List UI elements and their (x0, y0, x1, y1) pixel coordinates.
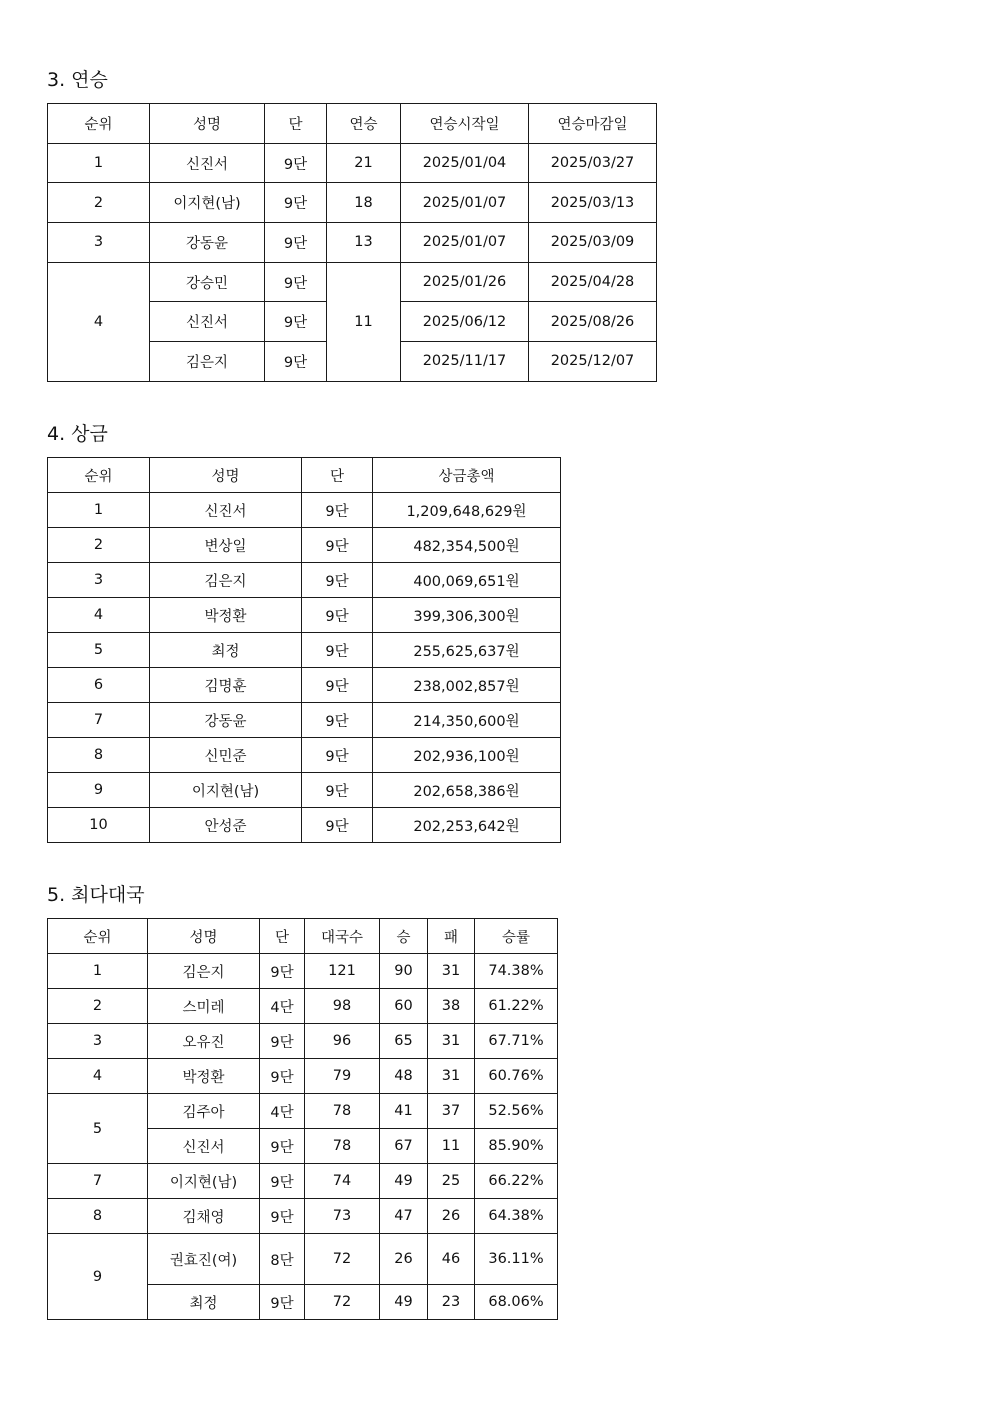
dan-cell: 9단 (302, 563, 373, 598)
dan-cell: 9단 (302, 633, 373, 668)
streak-section-title: 3. 연승 (47, 69, 108, 91)
streak-cell: 18 (327, 183, 401, 223)
dan-cell: 9단 (265, 262, 327, 302)
name-cell: 최정 (150, 633, 302, 668)
header-rank: 순위 (48, 919, 148, 954)
amount-cell: 202,936,100원 (373, 738, 561, 773)
name-cell: 김명훈 (150, 668, 302, 703)
games-table (47, 918, 558, 1320)
dan-cell: 8단 (260, 1234, 305, 1285)
name-cell: 김채영 (148, 1199, 260, 1234)
dan-cell: 4단 (260, 989, 305, 1024)
header-rank: 순위 (48, 458, 150, 493)
table-row (48, 738, 561, 773)
name-cell: 강승민 (150, 262, 265, 302)
dan-cell: 9단 (260, 1059, 305, 1094)
games-cell: 72 (305, 1234, 380, 1285)
header-dan: 단 (302, 458, 373, 493)
table-row (48, 528, 561, 563)
rank-cell: 3 (48, 563, 150, 598)
wins-cell: 47 (380, 1199, 428, 1234)
name-cell: 최정 (148, 1285, 260, 1320)
wins-cell: 49 (380, 1164, 428, 1199)
header-rank: 순위 (48, 104, 150, 144)
header-prize-total: 상금총액 (373, 458, 561, 493)
streak-cell: 21 (327, 143, 401, 183)
dan-cell: 9단 (302, 668, 373, 703)
losses-cell: 11 (428, 1129, 475, 1164)
header-wins: 승 (380, 919, 428, 954)
games-cell: 79 (305, 1059, 380, 1094)
amount-cell: 214,350,600원 (373, 703, 561, 738)
rank-cell: 8 (48, 1199, 148, 1234)
start-date-cell: 2025/01/04 (401, 143, 529, 183)
dan-cell: 9단 (302, 493, 373, 528)
rank-cell: 10 (48, 808, 150, 843)
table-row (48, 493, 561, 528)
losses-cell: 26 (428, 1199, 475, 1234)
start-date-cell: 2025/06/12 (401, 302, 529, 342)
name-cell: 신진서 (150, 143, 265, 183)
table-row (48, 703, 561, 738)
rank-cell: 4 (48, 262, 150, 381)
amount-cell: 202,253,642원 (373, 808, 561, 843)
name-cell: 이지현(남) (150, 183, 265, 223)
rank-cell: 2 (48, 528, 150, 563)
name-cell: 강동윤 (150, 703, 302, 738)
rank-cell: 6 (48, 668, 150, 703)
end-date-cell: 2025/04/28 (529, 262, 657, 302)
table-row (48, 989, 558, 1024)
dan-cell: 9단 (265, 143, 327, 183)
win-rate-cell: 74.38% (475, 954, 558, 989)
losses-cell: 31 (428, 1059, 475, 1094)
dan-cell: 9단 (265, 302, 327, 342)
prize-table (47, 457, 561, 843)
games-section-title: 5. 최다대국 (47, 884, 145, 906)
dan-cell: 9단 (265, 183, 327, 223)
end-date-cell: 2025/03/27 (529, 143, 657, 183)
name-cell: 이지현(남) (150, 773, 302, 808)
wins-cell: 67 (380, 1129, 428, 1164)
start-date-cell: 2025/01/26 (401, 262, 529, 302)
dan-cell: 9단 (302, 703, 373, 738)
end-date-cell: 2025/03/13 (529, 183, 657, 223)
name-cell: 안성준 (150, 808, 302, 843)
end-date-cell: 2025/12/07 (529, 342, 657, 382)
start-date-cell: 2025/11/17 (401, 342, 529, 382)
header-dan: 단 (265, 104, 327, 144)
games-cell: 121 (305, 954, 380, 989)
rank-cell: 2 (48, 989, 148, 1024)
rank-cell: 1 (48, 143, 150, 183)
rank-cell: 5 (48, 1094, 148, 1164)
wins-cell: 49 (380, 1285, 428, 1320)
table-row (48, 143, 657, 183)
rank-cell: 2 (48, 183, 150, 223)
header-losses: 패 (428, 919, 475, 954)
rank-cell: 3 (48, 1024, 148, 1059)
header-end-date: 연승마감일 (529, 104, 657, 144)
header-games: 대국수 (305, 919, 380, 954)
games-cell: 72 (305, 1285, 380, 1320)
table-row (48, 808, 561, 843)
win-rate-cell: 60.76% (475, 1059, 558, 1094)
rank-cell: 5 (48, 633, 150, 668)
rank-cell: 4 (48, 1059, 148, 1094)
table-row (48, 668, 561, 703)
name-cell: 김주아 (148, 1094, 260, 1129)
rank-cell: 1 (48, 954, 148, 989)
win-rate-cell: 61.22% (475, 989, 558, 1024)
rank-cell: 9 (48, 1234, 148, 1320)
losses-cell: 46 (428, 1234, 475, 1285)
dan-cell: 9단 (260, 1164, 305, 1199)
header-name: 성명 (150, 104, 265, 144)
table-row (48, 183, 657, 223)
name-cell: 이지현(남) (148, 1164, 260, 1199)
wins-cell: 90 (380, 954, 428, 989)
table-row (48, 1094, 558, 1129)
rank-cell: 1 (48, 493, 150, 528)
streak-cell: 13 (327, 223, 401, 263)
start-date-cell: 2025/01/07 (401, 223, 529, 263)
table-header-row (48, 919, 558, 954)
losses-cell: 23 (428, 1285, 475, 1320)
table-row (48, 1164, 558, 1199)
name-cell: 변상일 (150, 528, 302, 563)
table-header-row (48, 458, 561, 493)
wins-cell: 41 (380, 1094, 428, 1129)
name-cell: 박정환 (148, 1059, 260, 1094)
table-row (48, 1059, 558, 1094)
name-cell: 신진서 (150, 302, 265, 342)
games-cell: 98 (305, 989, 380, 1024)
wins-cell: 26 (380, 1234, 428, 1285)
table-row (48, 598, 561, 633)
losses-cell: 37 (428, 1094, 475, 1129)
win-rate-cell: 68.06% (475, 1285, 558, 1320)
dan-cell: 9단 (302, 598, 373, 633)
dan-cell: 4단 (260, 1094, 305, 1129)
wins-cell: 65 (380, 1024, 428, 1059)
start-date-cell: 2025/01/07 (401, 183, 529, 223)
dan-cell: 9단 (302, 773, 373, 808)
dan-cell: 9단 (302, 808, 373, 843)
table-row (48, 954, 558, 989)
amount-cell: 238,002,857원 (373, 668, 561, 703)
name-cell: 신진서 (150, 493, 302, 528)
amount-cell: 400,069,651원 (373, 563, 561, 598)
rank-cell: 3 (48, 223, 150, 263)
amount-cell: 255,625,637원 (373, 633, 561, 668)
table-row (48, 223, 657, 263)
rank-cell: 4 (48, 598, 150, 633)
table-row (48, 1199, 558, 1234)
name-cell: 오유진 (148, 1024, 260, 1059)
losses-cell: 25 (428, 1164, 475, 1199)
dan-cell: 9단 (260, 954, 305, 989)
losses-cell: 31 (428, 954, 475, 989)
games-cell: 74 (305, 1164, 380, 1199)
win-rate-cell: 36.11% (475, 1234, 558, 1285)
rank-cell: 8 (48, 738, 150, 773)
name-cell: 김은지 (150, 563, 302, 598)
header-start-date: 연승시작일 (401, 104, 529, 144)
games-cell: 96 (305, 1024, 380, 1059)
name-cell: 신민준 (150, 738, 302, 773)
table-row (48, 262, 657, 302)
table-row (48, 633, 561, 668)
games-cell: 73 (305, 1199, 380, 1234)
dan-cell: 9단 (260, 1199, 305, 1234)
dan-cell: 9단 (265, 223, 327, 263)
end-date-cell: 2025/08/26 (529, 302, 657, 342)
name-cell: 김은지 (148, 954, 260, 989)
dan-cell: 9단 (302, 528, 373, 563)
prize-section-title: 4. 상금 (47, 423, 108, 445)
win-rate-cell: 52.56% (475, 1094, 558, 1129)
amount-cell: 202,658,386원 (373, 773, 561, 808)
name-cell: 스미레 (148, 989, 260, 1024)
name-cell: 강동윤 (150, 223, 265, 263)
header-dan: 단 (260, 919, 305, 954)
dan-cell: 9단 (260, 1285, 305, 1320)
name-cell: 권효진(여) (148, 1234, 260, 1285)
dan-cell: 9단 (302, 738, 373, 773)
amount-cell: 482,354,500원 (373, 528, 561, 563)
header-streak: 연승 (327, 104, 401, 144)
table-header-row (48, 104, 657, 144)
end-date-cell: 2025/03/09 (529, 223, 657, 263)
win-rate-cell: 85.90% (475, 1129, 558, 1164)
dan-cell: 9단 (260, 1129, 305, 1164)
games-cell: 78 (305, 1129, 380, 1164)
table-row (48, 1024, 558, 1059)
losses-cell: 31 (428, 1024, 475, 1059)
dan-cell: 9단 (260, 1024, 305, 1059)
streak-table (47, 103, 657, 382)
wins-cell: 60 (380, 989, 428, 1024)
rank-cell: 7 (48, 1164, 148, 1199)
streak-cell: 11 (327, 262, 401, 381)
name-cell: 박정환 (150, 598, 302, 633)
name-cell: 신진서 (148, 1129, 260, 1164)
win-rate-cell: 66.22% (475, 1164, 558, 1199)
games-cell: 78 (305, 1094, 380, 1129)
wins-cell: 48 (380, 1059, 428, 1094)
name-cell: 김은지 (150, 342, 265, 382)
dan-cell: 9단 (265, 342, 327, 382)
rank-cell: 9 (48, 773, 150, 808)
win-rate-cell: 67.71% (475, 1024, 558, 1059)
amount-cell: 1,209,648,629원 (373, 493, 561, 528)
header-name: 성명 (148, 919, 260, 954)
table-row (48, 773, 561, 808)
table-row (48, 563, 561, 598)
header-win-rate: 승률 (475, 919, 558, 954)
table-row (48, 1234, 558, 1285)
losses-cell: 38 (428, 989, 475, 1024)
amount-cell: 399,306,300원 (373, 598, 561, 633)
rank-cell: 7 (48, 703, 150, 738)
win-rate-cell: 64.38% (475, 1199, 558, 1234)
header-name: 성명 (150, 458, 302, 493)
